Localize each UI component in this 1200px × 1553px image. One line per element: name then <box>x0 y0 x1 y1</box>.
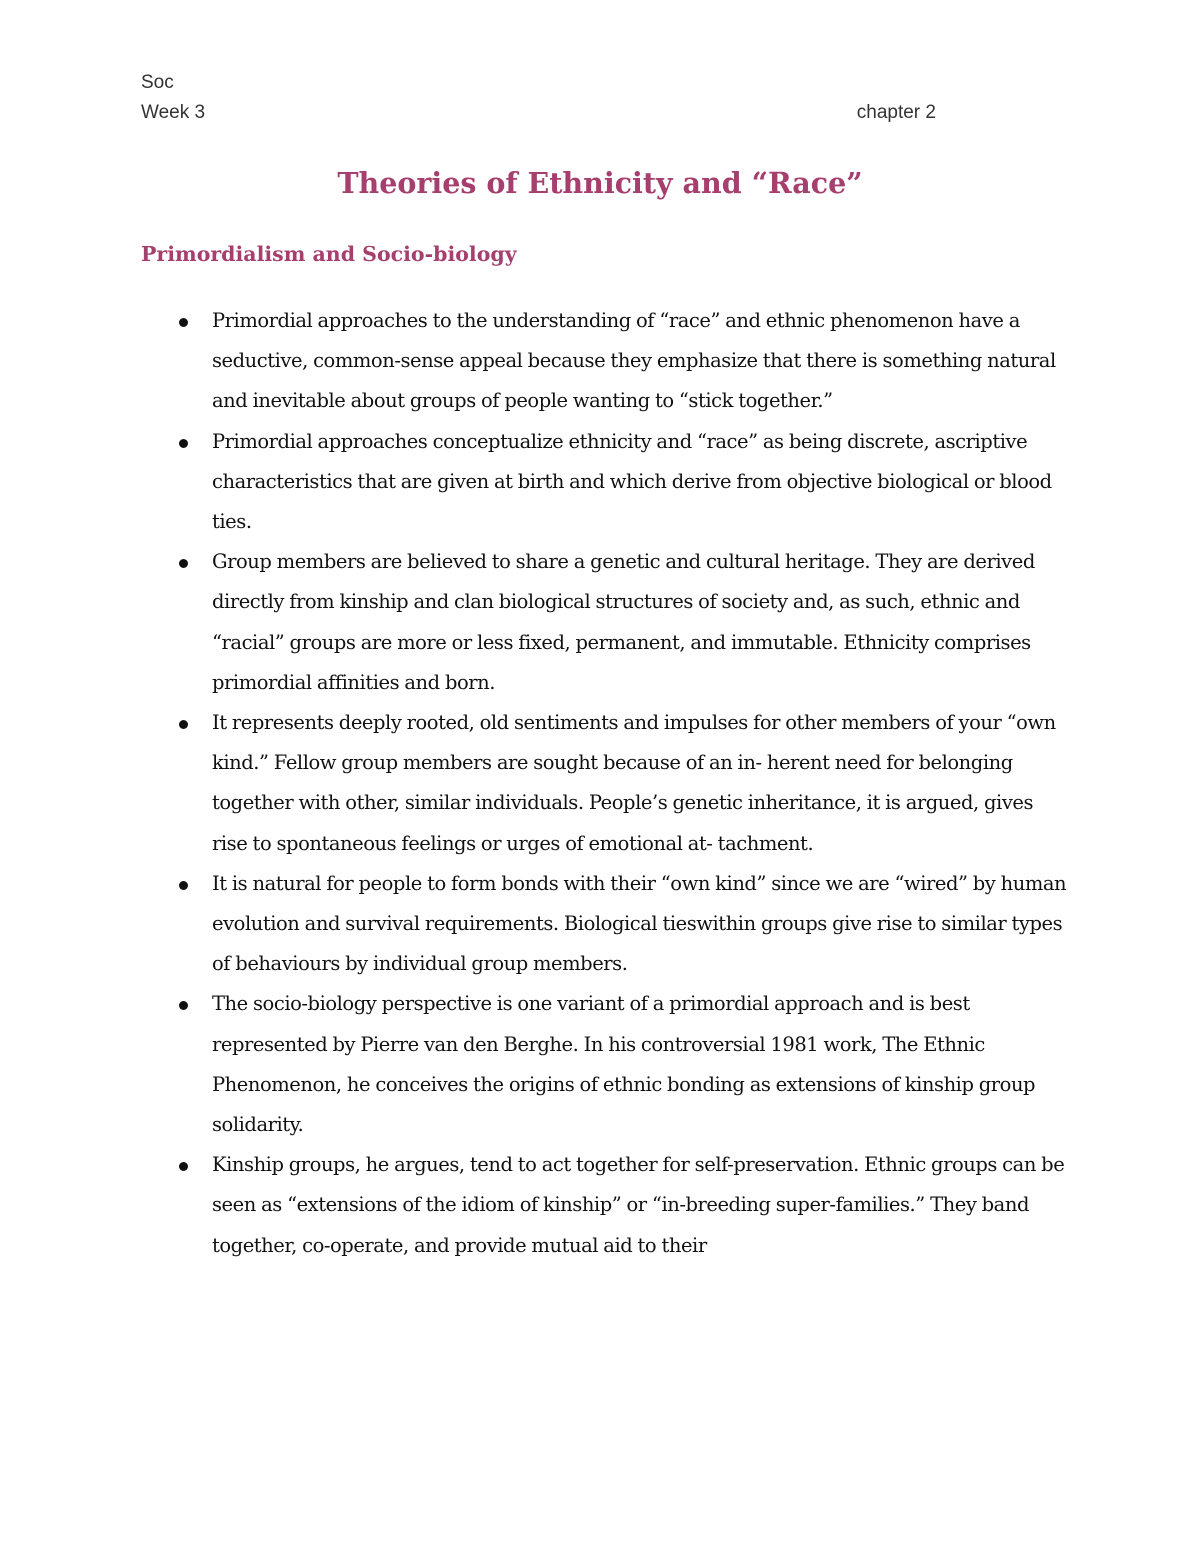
bullet-item <box>0 542 1072 703</box>
bullet-dot <box>179 881 188 890</box>
bullet-dot <box>179 1162 188 1171</box>
document-title: Theories of Ethnicity and “Race” <box>337 166 863 200</box>
bullet-list <box>0 301 1200 1266</box>
header-row <box>141 101 936 125</box>
bullet-dot <box>179 318 188 327</box>
bullet-item <box>0 301 1072 422</box>
bullet-text: Group members are believed to share a genetic and cultural heritage. They are derived directly from kinship and clan biological structures of society and, as such, ethnic and “racial” groups are more or less fixed, permanent, and immutable. Ethnicity comprises primordial affinities and born. <box>212 550 1035 694</box>
bullet-item <box>0 1145 1072 1266</box>
chapter-label: chapter 2 <box>856 102 936 123</box>
bullet-item <box>0 703 1072 864</box>
bullet-text: It is natural for people to form bonds with their “own kind” since we are “wired” by human evolution and survival requirements. Biological tieswithin groups give rise to similar types of behaviours by individual group members. <box>212 871 1067 976</box>
bullet-item <box>0 422 1072 543</box>
bullet-text: Kinship groups, he argues, tend to act together for self-preservation. Ethnic groups can be seen as “extensions of the idiom of kinship” or “in-breeding super-families.” They band together, co-operate, and provide mutual aid to their <box>212 1153 1065 1257</box>
bullet-text: It represents deeply rooted, old sentiments and impulses for other members of your “own kind.” Fellow group members are sought because of an in- herent need for belonging together with other, similar individuals. People’s genetic inheritance, it is argued, gives rise to spontaneous feelings or urges of emotional at- tachment. <box>212 711 1056 855</box>
bullet-text: The socio-biology perspective is one variant of a primordial approach and is best represented by Pierre van den Berghe. In his controversial 1981 work, The Ethnic Phenomenon, he conceives the origins of ethnic bonding as extensions of kinship group solidarity. <box>212 992 1036 1137</box>
bullet-dot <box>179 439 188 448</box>
bullet-dot <box>179 1001 188 1010</box>
bullet-dot <box>179 559 188 568</box>
course-label: Soc <box>141 72 174 93</box>
bullet-text: Primordial approaches to the understanding of “race” and ethnic phenomenon have a seductive, common-sense appeal because they emphasize that there is something natural and inevitable about groups of people wanting to “stick together.” <box>212 309 1056 413</box>
week-label: Week 3 <box>141 102 206 123</box>
bullet-item <box>0 984 1072 1145</box>
section-heading: Primordialism and Socio-biology <box>141 242 517 266</box>
bullet-item <box>0 864 1072 985</box>
bullet-text: Primordial approaches conceptualize ethnicity and “race” as being discrete, ascriptive characteristics that are given at birth and which derive from objective biological or blood ties. <box>212 429 1052 534</box>
bullet-dot <box>179 720 188 729</box>
